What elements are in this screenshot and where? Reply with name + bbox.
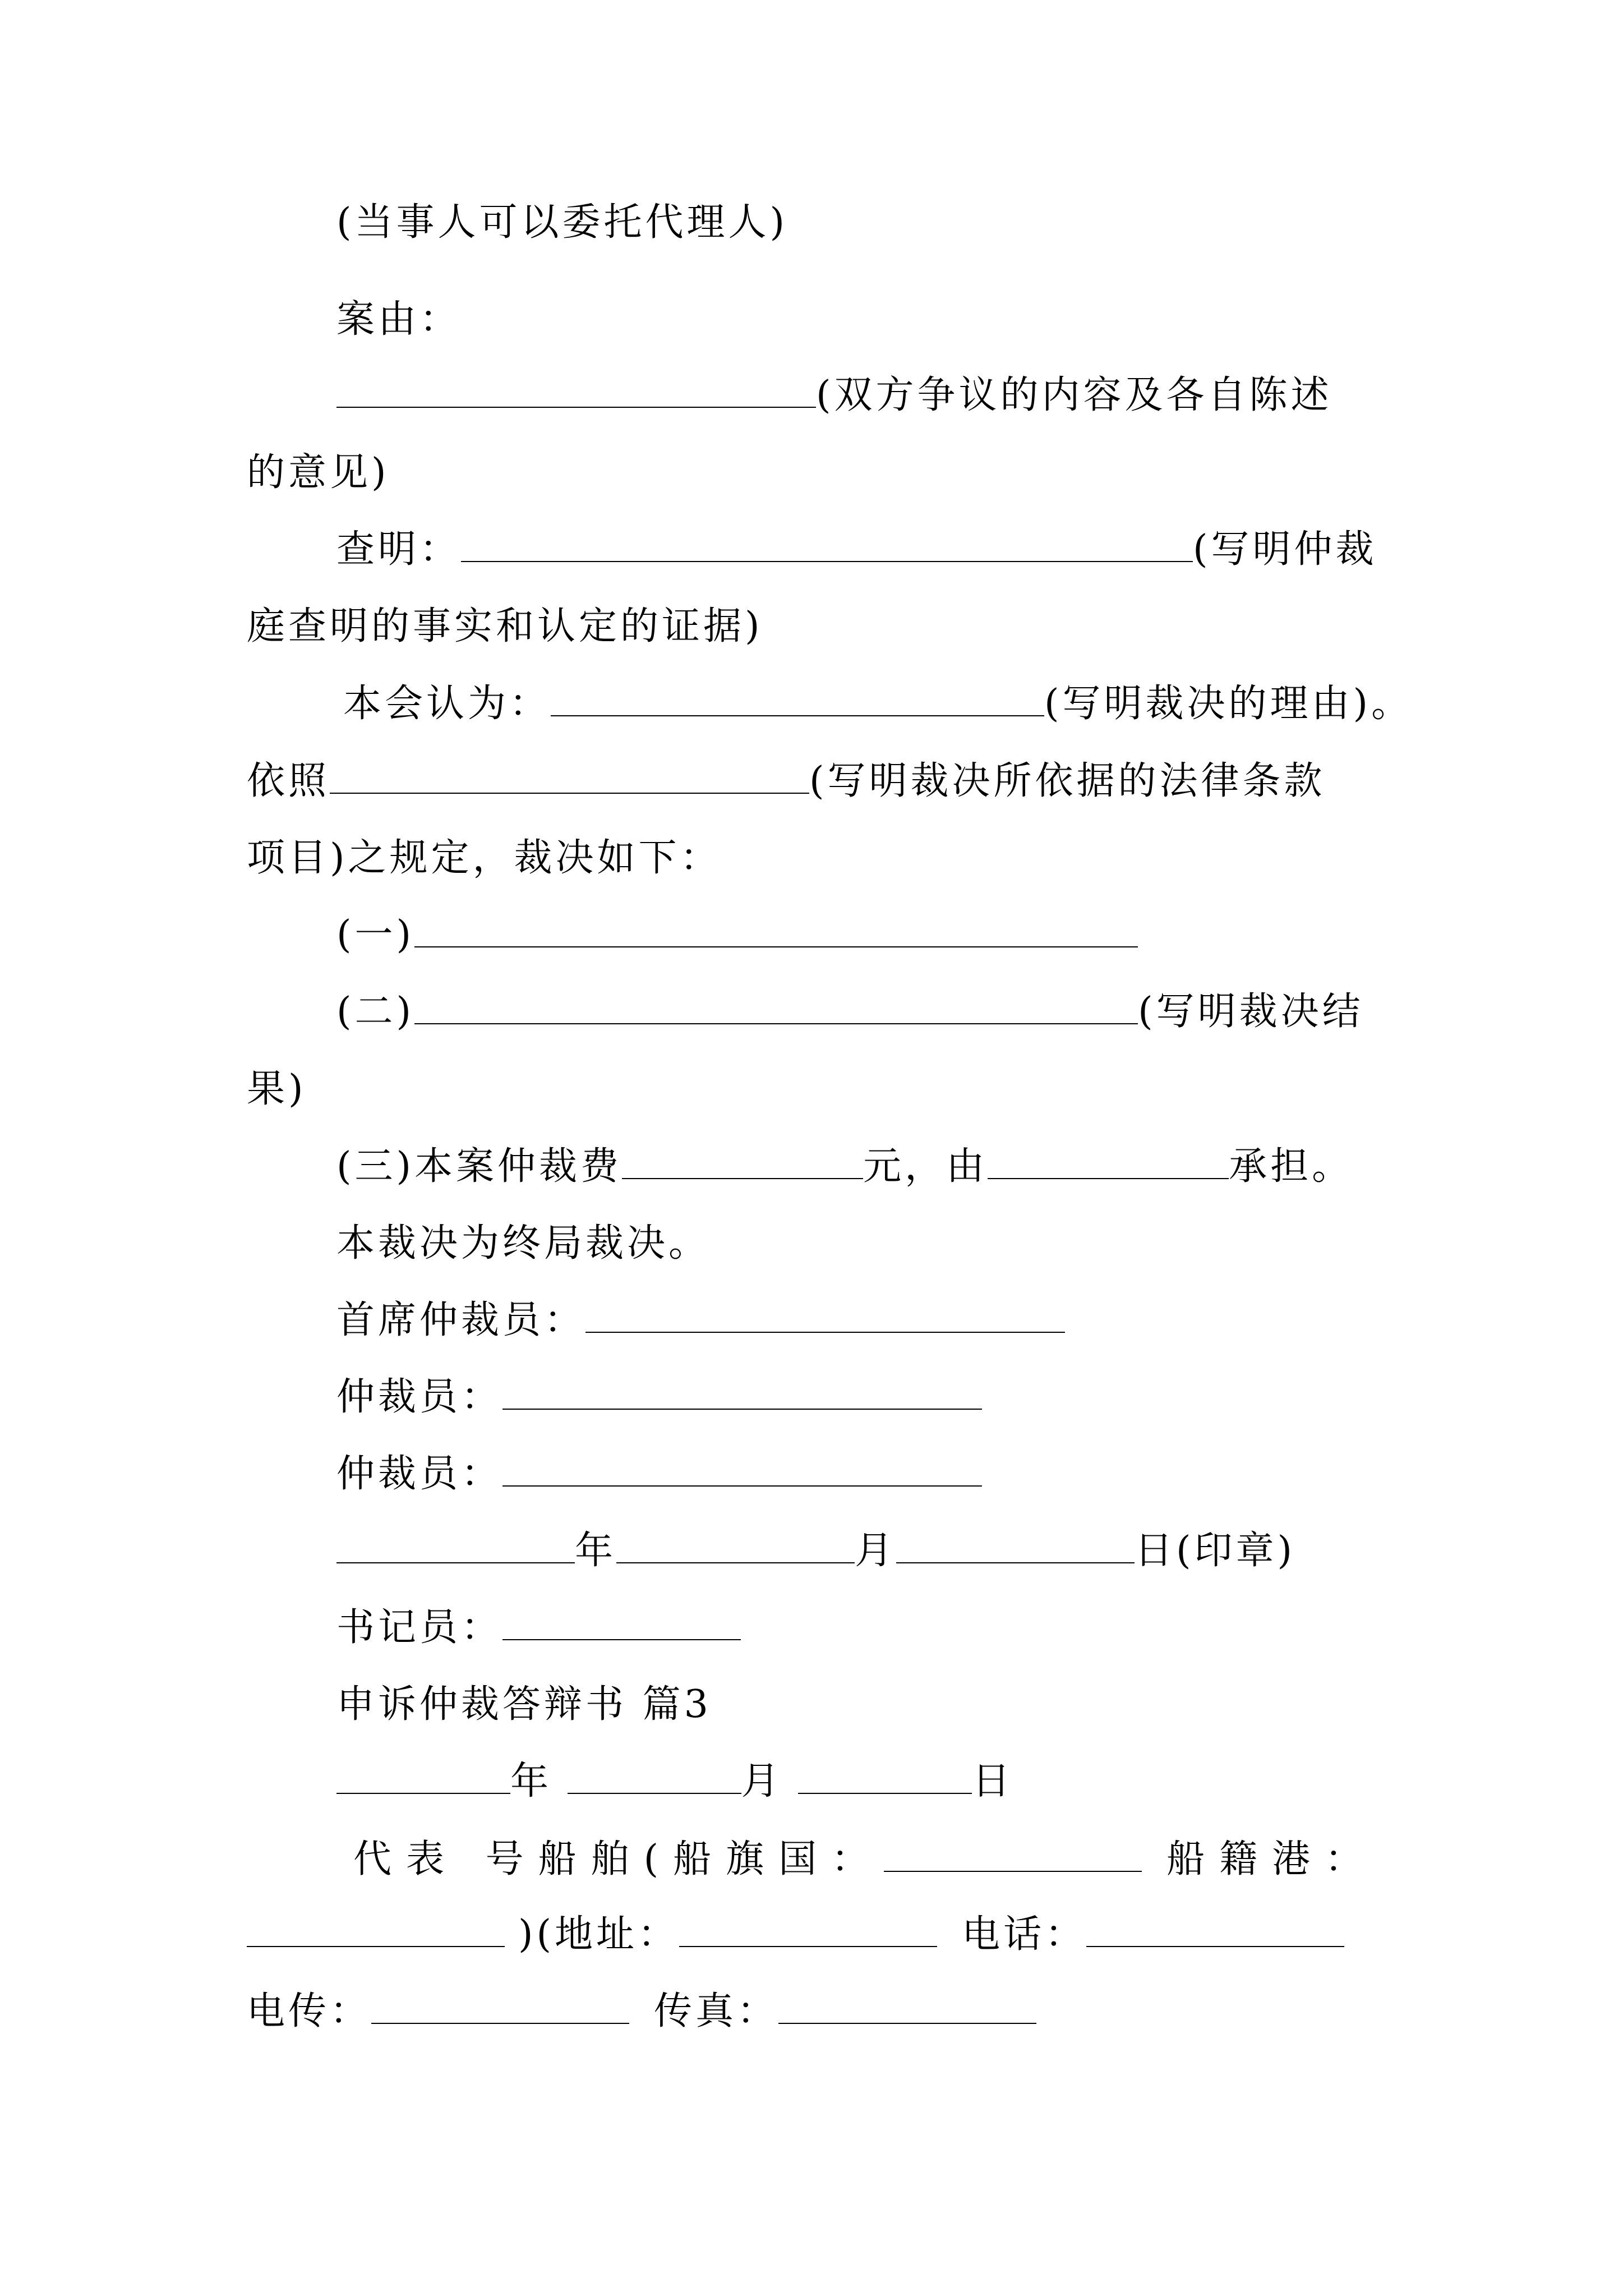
- date2-day-label: 日: [972, 1759, 1014, 1803]
- final-statement-text: 本裁决为终局裁决。: [336, 1221, 711, 1266]
- opinion-label: 本会认为：: [343, 682, 551, 726]
- arbitrator-line-1: [336, 1369, 982, 1425]
- ruling-item-3-suffix: 承担。: [1229, 1144, 1354, 1189]
- clerk-line: [336, 1600, 741, 1656]
- date-seal-line: [336, 1523, 1295, 1579]
- year-label: 年: [575, 1529, 617, 1573]
- ruling-item-2-blank: [414, 990, 1138, 1024]
- case-cause-line-cont: [247, 445, 390, 501]
- ruling-item-1-blank: [414, 913, 1138, 947]
- clerk-label: 书记员：: [336, 1605, 503, 1650]
- section-title-text: 申诉仲裁答辩书 篇3: [336, 1682, 712, 1727]
- case-cause-blank: [336, 373, 816, 408]
- ruling-item-2-cont: [247, 1061, 307, 1117]
- findings-label: 查明：: [336, 527, 462, 572]
- telex-blank: [371, 1989, 629, 2024]
- address-label: )(地址：: [518, 1912, 680, 1957]
- representative-prefix: 代表 号船舶(船旗国：: [353, 1837, 884, 1881]
- date2-line: [336, 1754, 1013, 1810]
- basis-desc-cont: 项目)之规定，裁决如下：: [247, 836, 722, 880]
- fax-label: 传真：: [654, 1989, 779, 2033]
- opinion-line: [343, 676, 1413, 732]
- ruling-item-2: [336, 984, 1364, 1040]
- findings-line: [336, 522, 1377, 578]
- opinion-desc: (写明裁决的理由)。: [1044, 682, 1413, 726]
- basis-label: 依照: [247, 759, 330, 803]
- month-blank: [616, 1529, 855, 1563]
- basis-line-cont: [247, 830, 722, 886]
- ruling-item-2-desc-cont: 果): [247, 1067, 307, 1111]
- date2-year-blank: [336, 1759, 510, 1794]
- case-cause-line: [336, 367, 1332, 424]
- basis-line: [247, 753, 1326, 809]
- final-statement: [336, 1216, 710, 1272]
- arbitrator-blank-1: [502, 1375, 982, 1410]
- agent-note: [336, 195, 788, 251]
- flag-state-blank: [884, 1837, 1142, 1872]
- date2-month-label: 月: [741, 1759, 783, 1803]
- ruling-item-2-label: (二): [336, 990, 415, 1034]
- fee-amount-blank: [622, 1144, 863, 1179]
- case-cause-label: 案由：: [336, 297, 462, 342]
- fee-payer-blank: [988, 1144, 1229, 1179]
- basis-blank: [330, 759, 809, 794]
- ruling-item-3-prefix: (三)本案仲裁费: [336, 1144, 623, 1189]
- chief-arbitrator-line: [336, 1292, 1065, 1349]
- section-title: [336, 1677, 712, 1733]
- ruling-item-3-mid: 元，由: [863, 1144, 988, 1189]
- case-cause-desc: (双方争议的内容及各自陈述: [816, 373, 1332, 417]
- representative-line: [353, 1832, 1377, 1888]
- address-blank: [679, 1912, 937, 1947]
- address-line: [247, 1907, 1344, 1963]
- ruling-item-2-desc: (写明裁决结: [1138, 990, 1364, 1034]
- date2-year-label: 年: [510, 1759, 552, 1803]
- month-label: 月: [855, 1529, 897, 1573]
- clerk-blank: [502, 1605, 741, 1640]
- date2-day-blank: [798, 1759, 972, 1794]
- ruling-item-3: [336, 1139, 1353, 1195]
- day-blank: [896, 1529, 1135, 1563]
- ruling-item-1-label: (一): [336, 913, 415, 957]
- telex-label: 电传：: [247, 1989, 372, 2033]
- case-cause-heading: [336, 292, 461, 348]
- phone-blank: [1086, 1912, 1344, 1947]
- fax-blank: [778, 1989, 1036, 2024]
- arbitrator-label-2: 仲裁员：: [336, 1452, 503, 1496]
- telex-fax-line: [247, 1984, 1036, 2040]
- day-seal-label: 日(印章): [1135, 1529, 1296, 1573]
- registry-port-blank: [247, 1912, 505, 1947]
- year-blank: [336, 1529, 575, 1563]
- arbitrator-label-1: 仲裁员：: [336, 1375, 503, 1419]
- date2-month-blank: [568, 1759, 741, 1794]
- findings-desc-cont: 庭查明的事实和认定的证据): [247, 604, 763, 648]
- registry-port-label: 船籍港：: [1166, 1837, 1378, 1881]
- basis-desc: (写明裁决所依据的法律条款: [809, 759, 1326, 803]
- findings-blank: [461, 527, 1193, 562]
- chief-arbitrator-label: 首席仲裁员：: [336, 1298, 586, 1342]
- case-cause-desc-cont: 的意见): [247, 450, 390, 495]
- arbitrator-line-2: [336, 1446, 982, 1502]
- opinion-blank: [551, 682, 1044, 716]
- phone-label: 电话：: [962, 1912, 1087, 1957]
- findings-line-cont: [247, 599, 763, 655]
- agent-note-text: (当事人可以委托代理人): [336, 200, 789, 245]
- ruling-item-1: [336, 907, 1138, 963]
- findings-desc: (写明仲裁: [1193, 527, 1377, 572]
- chief-arbitrator-blank: [585, 1298, 1065, 1333]
- arbitrator-blank-2: [502, 1452, 982, 1487]
